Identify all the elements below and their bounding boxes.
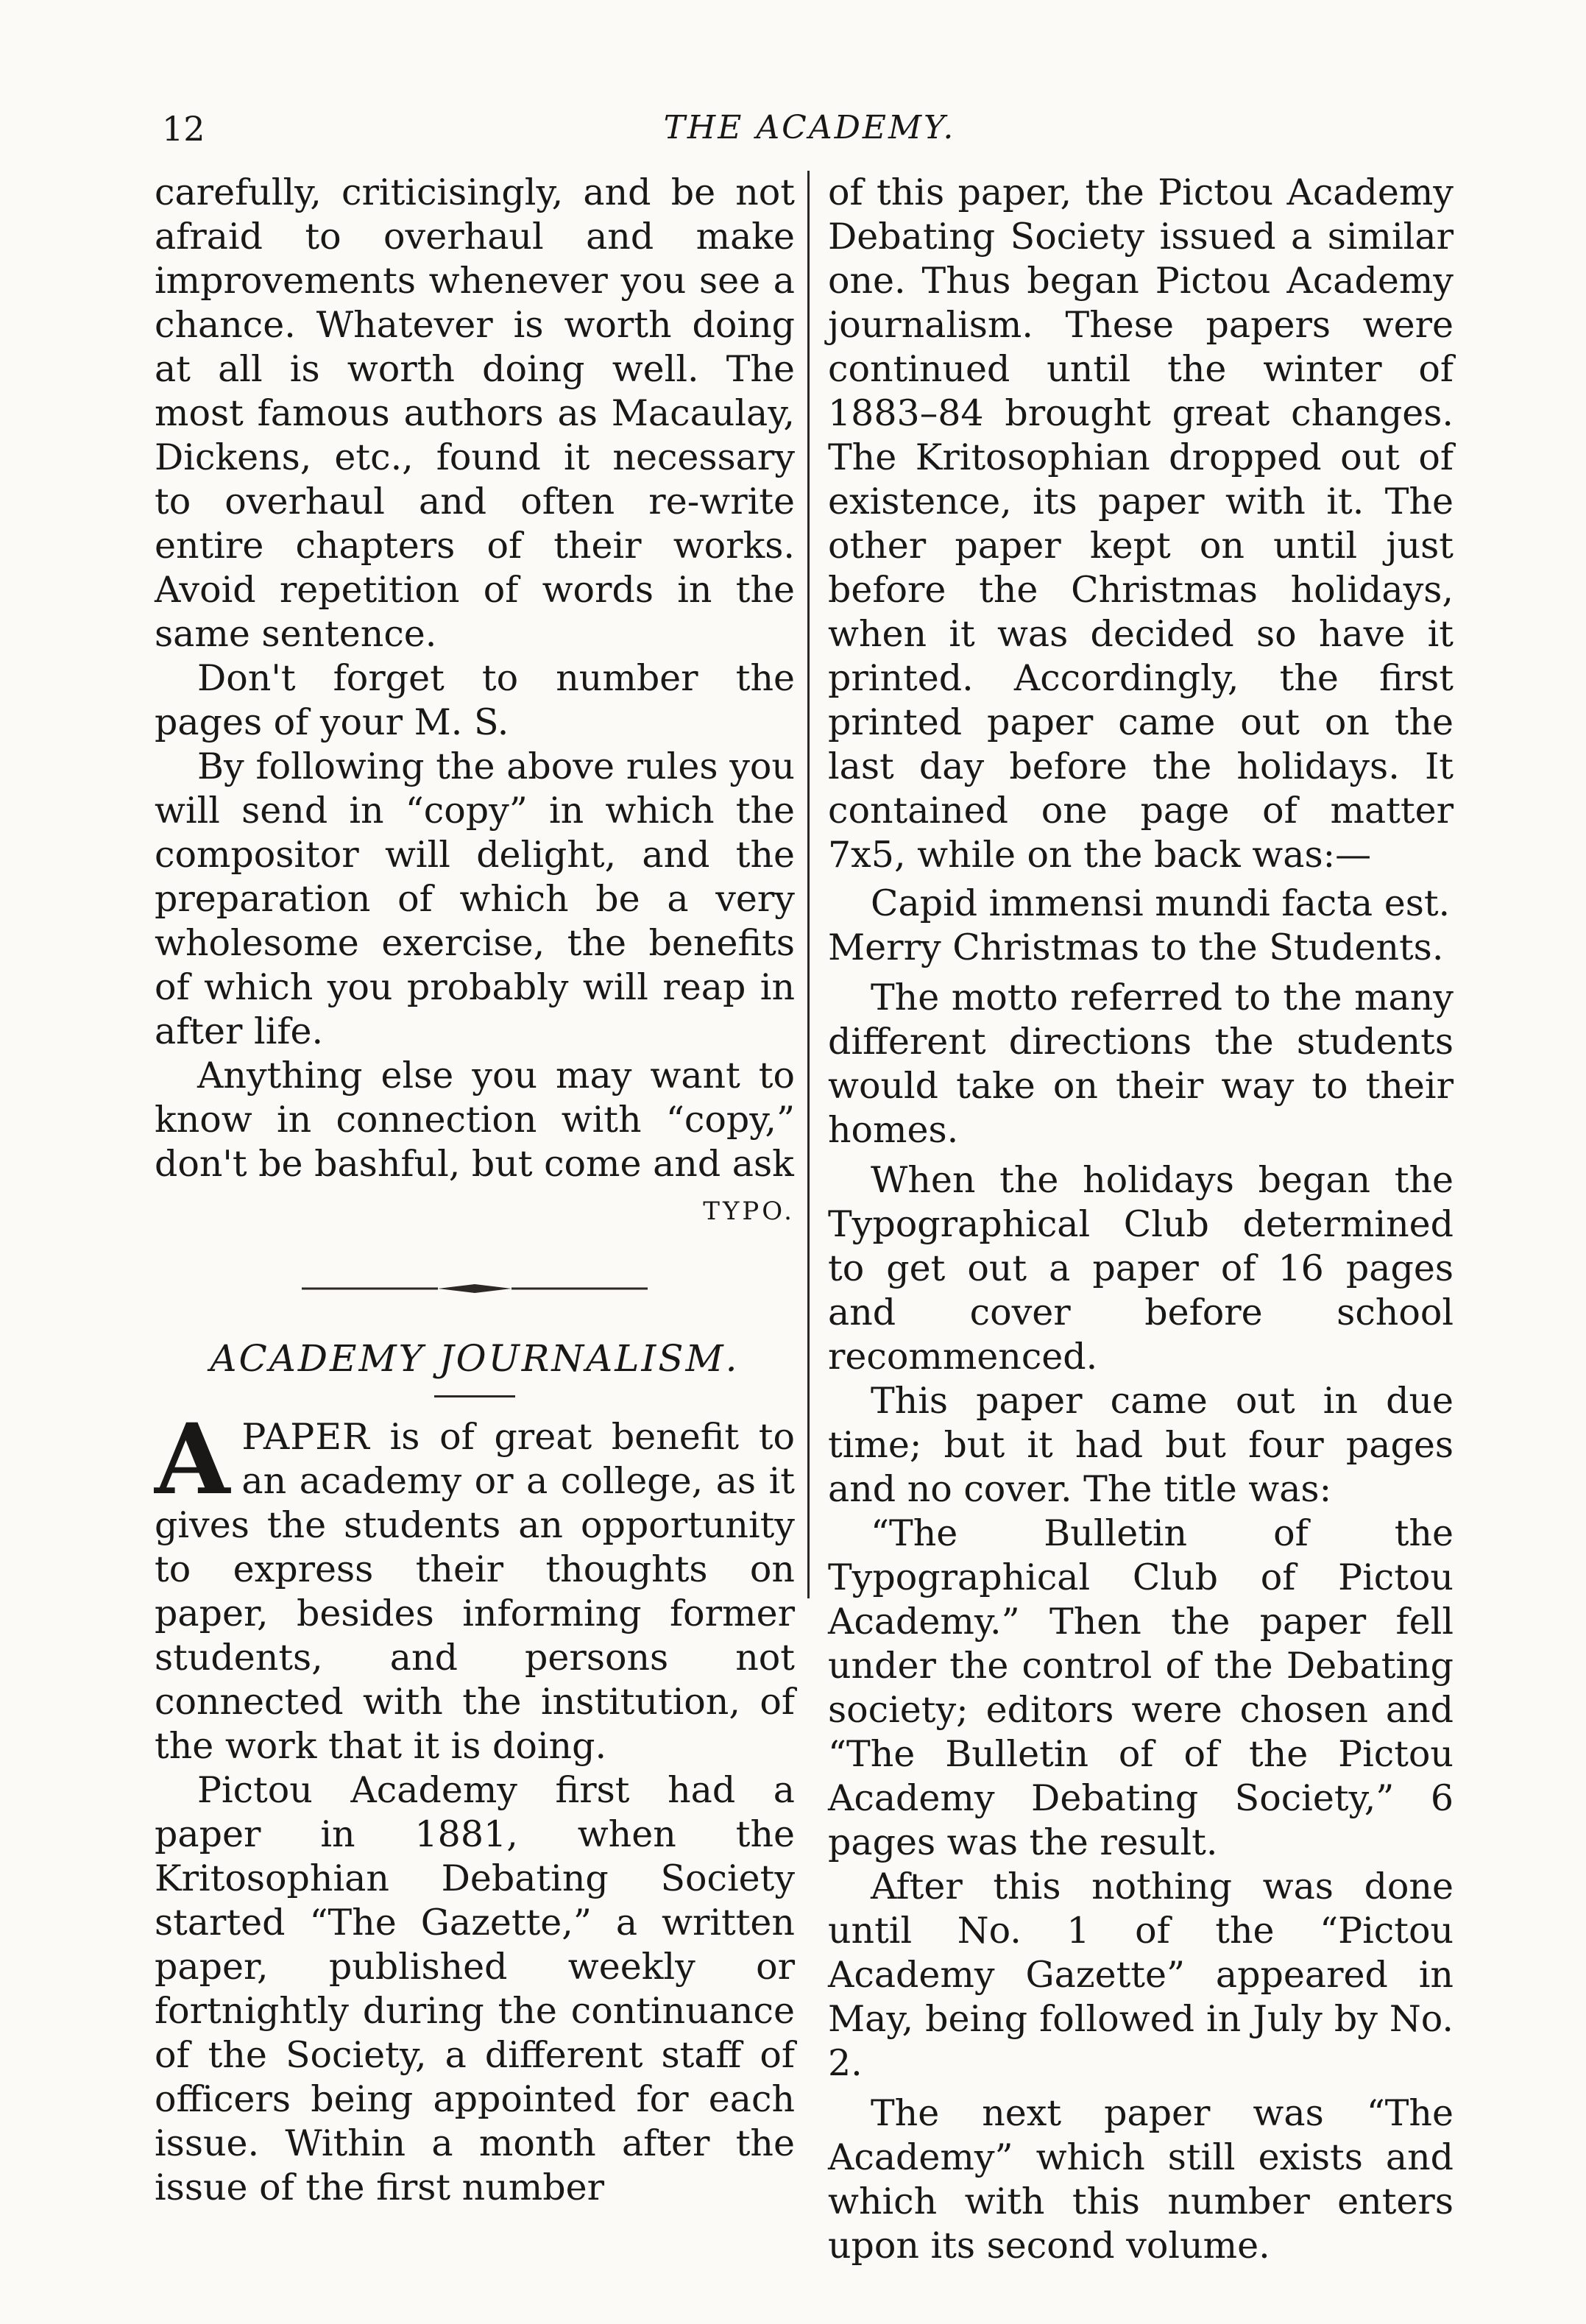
paragraph: Anything else you may want to know in connection with “copy,” don't be bashful, but come and ask	[155, 1055, 795, 1185]
paragraph: carefully, criticisingly, and be not afraid to overhaul and make improvements whenever you see a chance. Whatever is worth doing at all is worth doing well. The most famous authors as Macaulay, Dickens, etc., found it necessary to overhaul and often re-write entire chapters of their works. Avoid repetition of words in the same sentence.	[155, 171, 795, 655]
paragraph: Don't forget to number the pages of your M. S.	[155, 657, 795, 743]
left-column	[155, 171, 795, 2210]
paragraph: By following the above rules you will send in “copy” in which the compositor will delight, and the preparation of which be a very wholesome exercise, the benefits of which you probably will reap in after life.	[155, 745, 795, 1052]
paragraph: When the holidays began the Typographical Club determined to get out a paper of 16 pages and cover before school recommenced.	[828, 1159, 1454, 1378]
paragraph: Pictou Academy first had a paper in 1881, when the Kritosophian Debating Society started “The Gazette,” a written paper, published weekly or fortnightly during the continuance of the Society, a different staff of officers being appointed for each issue. Within a month after the issue of the first number	[155, 1769, 795, 2208]
motto-line: Merry Christmas to the Students.	[828, 927, 1444, 968]
paragraph: “The Bulletin of the Typographical Club of Pictou Academy.” Then the paper fell under the control of the Debating society; editors were chosen and “The Bulletin of of the Pictou Academy Debating Society,” 6 pages was the result.	[828, 1512, 1454, 1863]
drop-cap: A	[155, 1403, 230, 1517]
lead-word: PAPER	[241, 1416, 370, 1458]
motto-line: Capid immensi mundi facta est.	[871, 882, 1451, 924]
paragraph: This paper came out in due time; but it had but four pages and no cover. The title was:	[828, 1380, 1454, 1510]
paragraph: The motto referred to the many different directions the students would take on their way to their homes.	[828, 977, 1454, 1151]
paragraph	[155, 1403, 795, 1768]
page-number: 12	[162, 109, 205, 149]
paragraph: After this nothing was done until No. 1 of the “Pictou Academy Gazette” appeared in May, being followed in July by No. 2.	[828, 1866, 1454, 2084]
section-ornament	[302, 1278, 648, 1300]
right-column	[828, 171, 1454, 2268]
running-head	[162, 109, 1457, 160]
paragraph-text: is of great benefit to an academy or a college, as it gives the students an opportunity to express their thoughts on paper, besides informing former students, and persons not connected with the institution, of the work that it is doing.	[155, 1416, 795, 1767]
column-divider	[807, 171, 810, 1598]
section-title: ACADEMY JOURNALISM.	[210, 1337, 740, 1380]
paragraph: of this paper, the Pictou Academy Debating Society issued a similar one. Thus began Pictou Academy journalism. These papers were continued until the winter of 1883–84 brought great changes. The Kritosophian dropped out of existence, its paper with it. The other paper kept on until just before the Christmas holidays, when it was decided so have it printed. Accordingly, the first printed paper came out on the last day before the holidays. It contained one page of matter 7x5, while on the back was:—	[828, 171, 1454, 876]
title-underline	[434, 1395, 515, 1397]
signature: TYPO.	[703, 1197, 795, 1226]
paragraph: The next paper was “The Academy” which still exists and which with this number enters upon its second volume.	[828, 2092, 1454, 2267]
running-title: THE ACADEMY.	[663, 109, 956, 146]
